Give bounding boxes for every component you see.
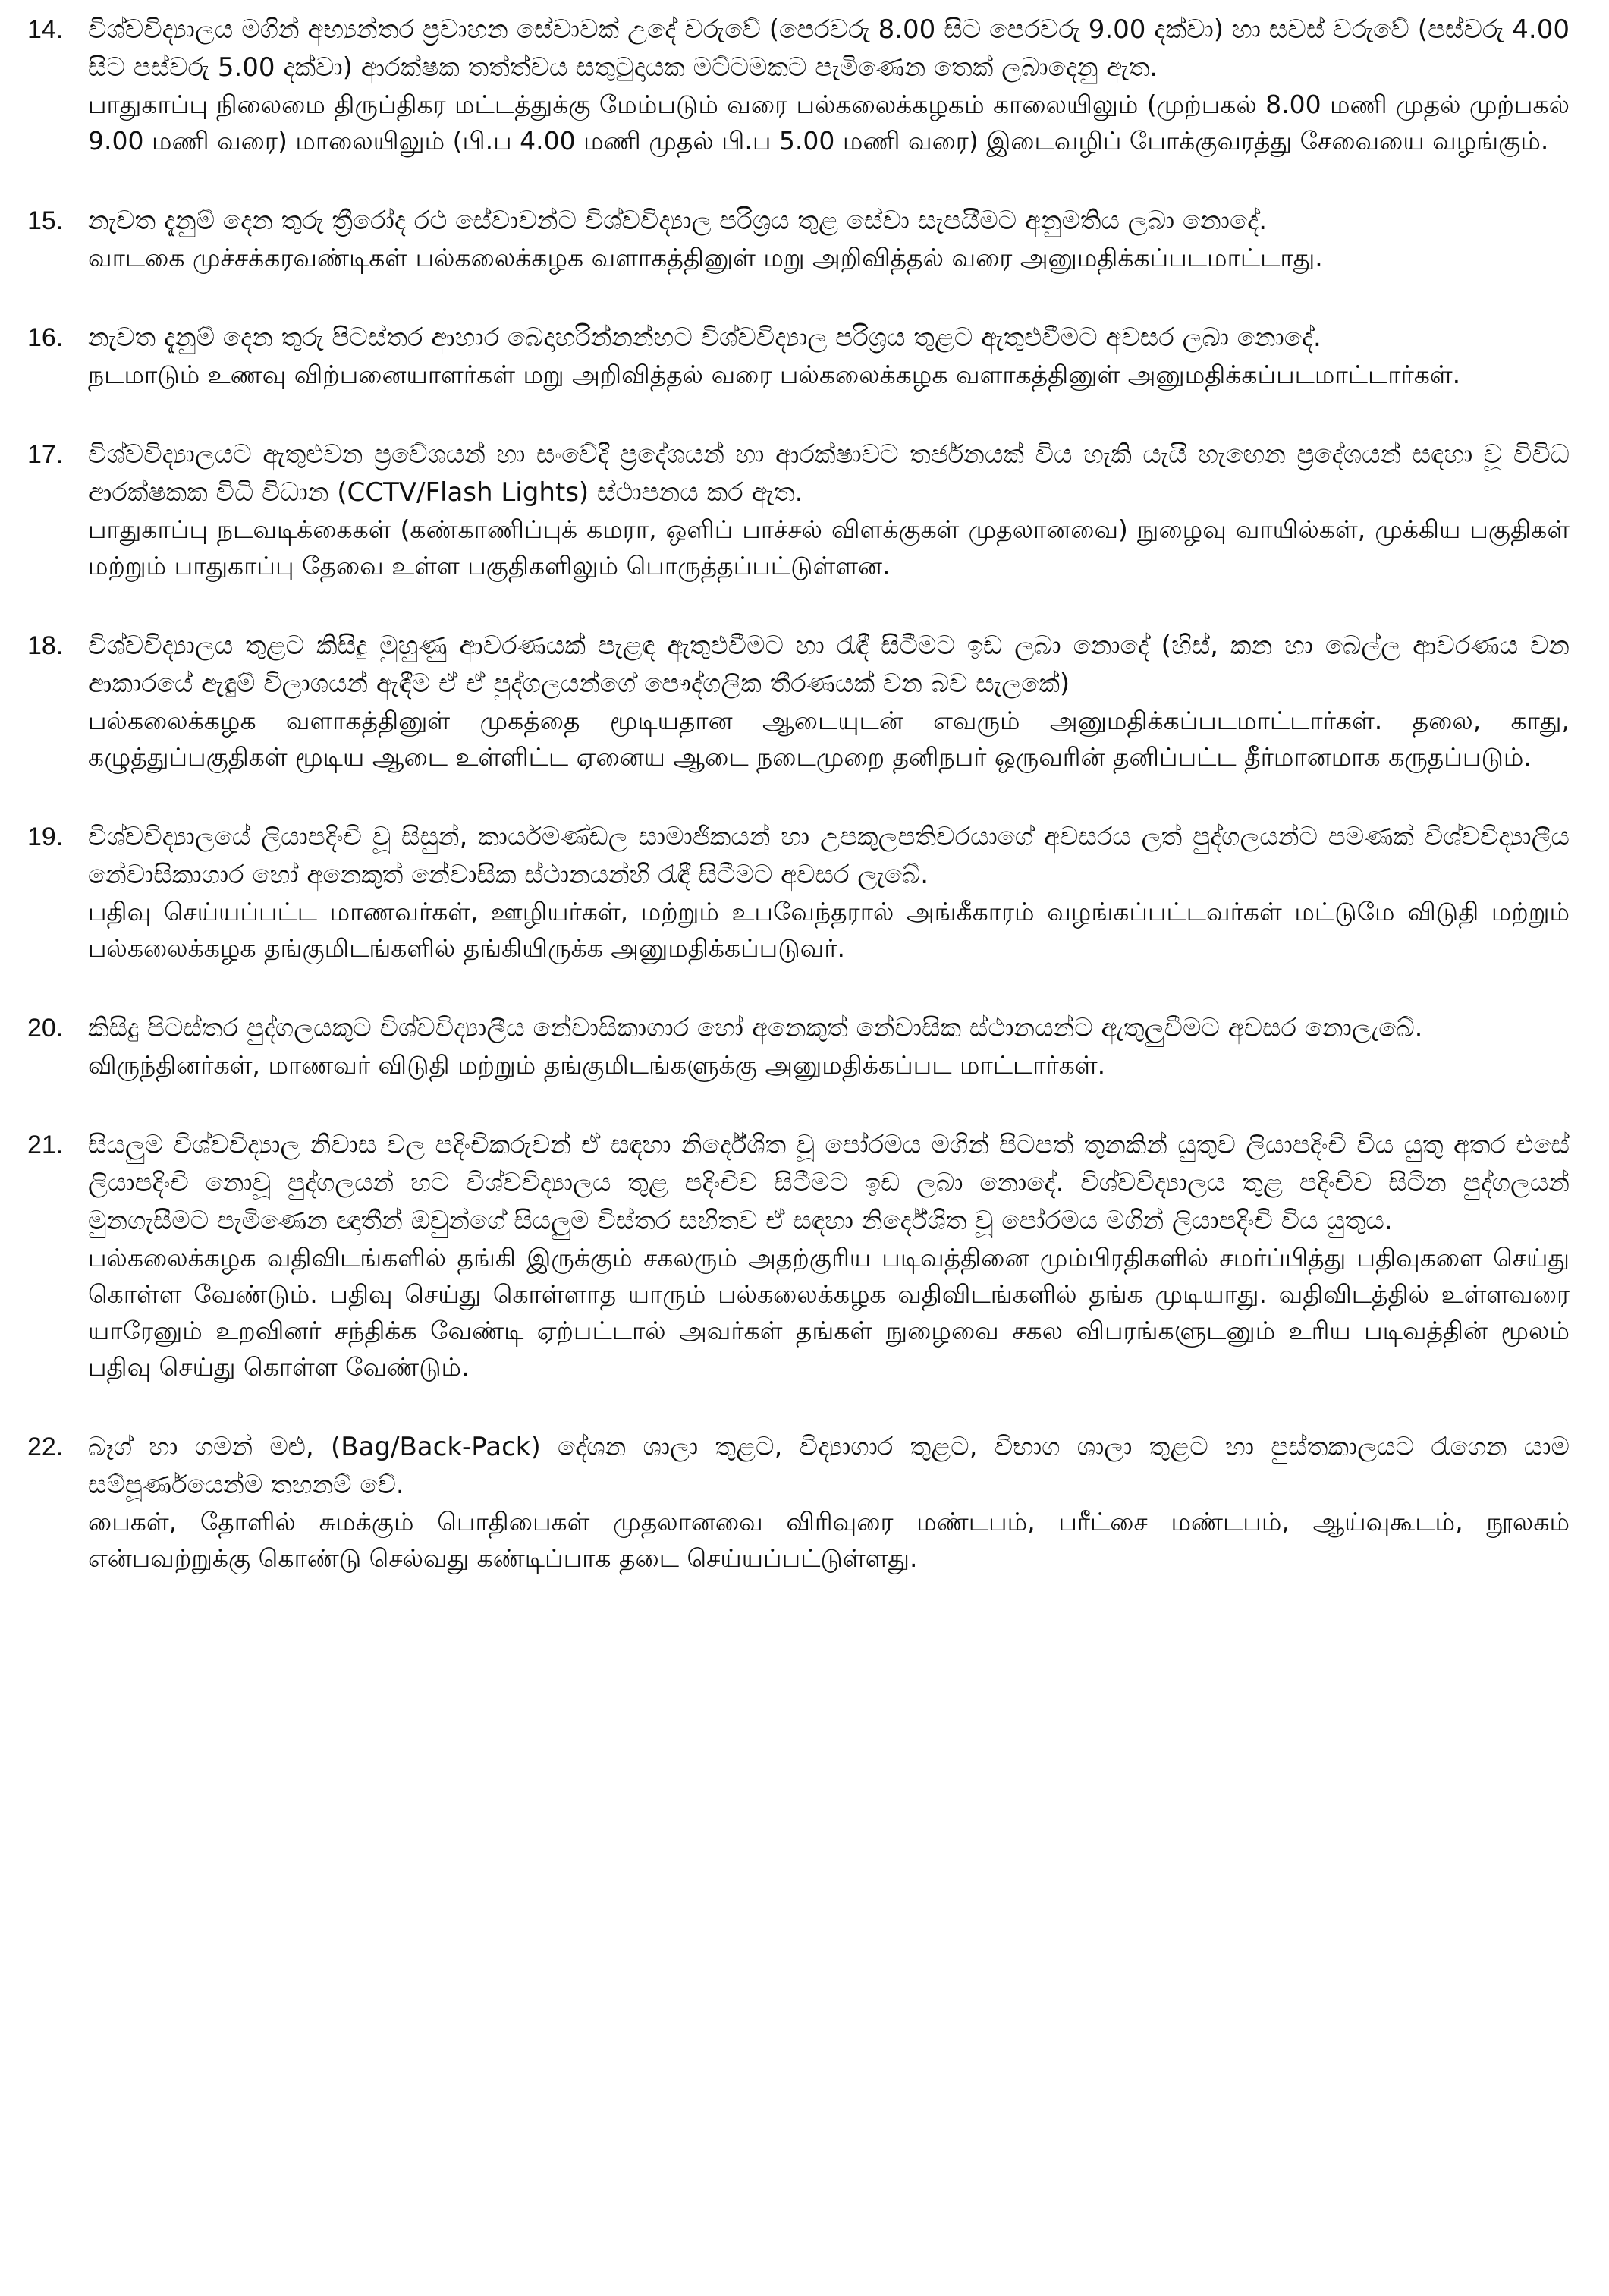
list-item bbox=[27, 1126, 1570, 1385]
tamil-text: நடமாடும் உணவு விற்பனையாளர்கள் மறு அறிவித்தல் வரை பல்கலைக்கழக வளாகத்தினுள் அனுமதிக்கப்படமாட்டார்கள். bbox=[88, 360, 1461, 389]
item-spacer bbox=[27, 1084, 1570, 1126]
list-item bbox=[27, 627, 1570, 775]
item-body bbox=[88, 11, 1570, 159]
sinhala-text: නැවත දැනුම් දෙන තුරු ත්‍රීරෝද රථ සේවාවන්ට විශ්වවිද්‍යාල පරිශ්‍රය තුළ සේවා සැපයීමට අනුමතිය ලබා නොදේ. bbox=[88, 206, 1268, 236]
list-item bbox=[27, 1009, 1570, 1084]
list-item bbox=[27, 436, 1570, 584]
item-body bbox=[88, 1428, 1570, 1577]
item-number: 21. bbox=[27, 1131, 64, 1159]
item-number: 17. bbox=[27, 440, 64, 469]
item-body bbox=[88, 436, 1570, 584]
item-spacer bbox=[27, 393, 1570, 436]
sinhala-text: සියලුම විශ්වවිද්‍යාල නිවාස වල පදිංචිකරුවන් ඒ සඳහා නිර්දේශිත වූ පෝරමය මගින් පිටපත් තුනකින් යුතුව ලියාපදිංචි විය යුතු අතර එසේ ලියාපදිංචි නොවූ පුද්ගලයන් හට විශ්වවිද්‍යාලය තුළ පදිංචිව සිටීමට ඉඩ ලබා නොදේ. විශ්වවිද්‍යාලය තුළ පදිංචිව සිටින පුද්ගලයන් මුනගැසීමට පැමිණෙන ඥාතීන් ඔවුන්ගේ සියලුම විස්තර සහිතව ඒ සඳහා නිර්දේශිත වූ පෝරමය මගින් ලියාපදිංචි විය යුතුය. bbox=[88, 1130, 1570, 1236]
tamil-text: பாதுகாப்பு நிலைமை திருப்திகர மட்டத்துக்கு மேம்படும் வரை பல்கலைக்கழகம் காலையிலும் (முற்பகல் 8.00 மணி முதல் முற்பகல் 9.00 மணி வரை) மாலையிலும் (பி.ப 4.00 மணி முதல் பி.ப 5.00 மணி வரை) இடைவழிப் போக்குவரத்து சேவையை வழங்கும். bbox=[88, 90, 1570, 156]
item-spacer bbox=[27, 967, 1570, 1009]
item-body bbox=[88, 202, 1570, 276]
item-spacer bbox=[27, 1385, 1570, 1428]
sinhala-text: නැවත දැනුම් දෙන තුරු පිටස්තර ආහාර බෙදාහරින්නන්හට විශ්වවිද්‍යාල පරිශ්‍රය තුළට ඇතුළුවීමට අවසර ලබා නොදේ. bbox=[88, 322, 1321, 353]
list-item bbox=[27, 11, 1570, 159]
list-item bbox=[27, 202, 1570, 276]
sinhala-text: විශ්වවිද්‍යාලයට ඇතුළුවන ප්‍රවේශයන් හා සංවේදී ප්‍රදේශයන් හා ආරක්ෂාවට තර්ජනයක් විය හැකි යැයි හැඟෙන ප්‍රදේශයන් සඳහා වූ විවිධ ආරක්ෂකක විධි විධාන (CCTV/Flash Lights) ස්ථාපනය කර ඇත. bbox=[88, 439, 1570, 508]
item-number: 16. bbox=[27, 323, 64, 352]
item-body bbox=[88, 1126, 1570, 1385]
list-item bbox=[27, 1428, 1570, 1577]
tamil-text: பாதுகாப்பு நடவடிக்கைகள் (கண்காணிப்புக் கமரா, ஒளிப் பாச்சல் விளக்குகள் முதலானவை) நுழைவு வாயில்கள், முக்கிய பகுதிகள் மற்றும் பாதுகாப்பு தேவை உள்ள பகுதிகளிலும் பொருத்தப்பட்டுள்ளன. bbox=[88, 514, 1570, 580]
list-item bbox=[27, 818, 1570, 967]
tamil-text: பைகள், தோளில் சுமக்கும் பொதிபைகள் முதலானவை விரிவுரை மண்டபம், பரீட்சை மண்டபம், ஆய்வுகூடம், நூலகம் என்பவற்றுக்கு கொண்டு செல்வது கண்டிப்பாக தடை செய்யப்பட்டுள்ளது. bbox=[88, 1507, 1570, 1573]
tamil-text: பதிவு செய்யப்பட்ட மாணவர்கள், ஊழியர்கள், மற்றும் உபவேந்தரால் அங்கீகாரம் வழங்கப்பட்டவர்கள் மட்டுமே விடுதி மற்றும் பல்கலைக்கழக தங்குமிடங்களில் தங்கியிருக்க அனுமதிக்கப்படுவர். bbox=[88, 897, 1570, 963]
item-spacer bbox=[27, 775, 1570, 818]
item-spacer bbox=[27, 159, 1570, 202]
item-number: 18. bbox=[27, 631, 64, 660]
sinhala-text: කිසිදු පිටස්තර පුද්ගලයකුට විශ්වවිද්‍යාලීය නේවාසිකාගාර හෝ අනෙකුත් නේවාසික ස්ථානයන්ට ඇතුලුවීමට අවසර නොලැබේ. bbox=[88, 1013, 1423, 1043]
tamil-text: பல்கலைக்கழக வதிவிடங்களில் தங்கி இருக்கும் சகலரும் அதற்குரிய படிவத்தினை மும்பிரதிகளில் சமர்ப்பித்து பதிவுகளை செய்து கொள்ள வேண்டும். பதிவு செய்து கொள்ளாத யாரும் பல்கலைக்கழக வதிவிடங்களில் தங்க முடியாது. வதிவிடத்தில் உள்ளவரை யாரேனும் உறவினர் சந்திக்க வேண்டி ஏற்பட்டால் அவர்கள் தங்கள் நுழைவை சகல விபரங்களுடனும் உரிய படிவத்தின் மூலம் பதிவு செய்து கொள்ள வேண்டும். bbox=[88, 1243, 1570, 1382]
item-body bbox=[88, 627, 1570, 775]
sinhala-text: විශ්වවිද්‍යාලය තුළට කිසිදු මුහුණු ආවරණයක් පැළඳ ඇතුළුවීමට හා රැඳී සිටීමට ඉඩ ලබා නොදේ (හිස්, කන හා බෙල්ල ආවරණය වන ආකාරයේ ඇඳුම් විලාශයන් ඇඳීම ඒ ඒ පුද්ගලයන්ගේ පෞද්ගලික තීරණයක් වන බව සැලකේ) bbox=[88, 631, 1570, 699]
item-number: 22. bbox=[27, 1433, 64, 1461]
tamil-text: விருந்தினர்கள், மாணவர் விடுதி மற்றும் தங்குமிடங்களுக்கு அனுமதிக்கப்பட மாட்டார்கள். bbox=[88, 1050, 1106, 1080]
item-spacer bbox=[27, 584, 1570, 627]
tamil-text: பல்கலைக்கழக வளாகத்தினுள் முகத்தை மூடியதான ஆடையுடன் எவரும் அனுமதிக்கப்படமாட்டார்கள். தலை, காது, கழுத்துப்பகுதிகள் மூடிய ஆடை உள்ளிட்ட ஏனைய ஆடை நடைமுறை தனிநபர் ஒருவரின் தனிப்பட்ட தீர்மானமாக கருதப்படும். bbox=[88, 706, 1570, 772]
item-body bbox=[88, 1009, 1570, 1084]
sinhala-text: විශ්වවිද්‍යාලයේ ලියාපදිංචි වූ සිසුන්, කාර්යමණ්ඩල සාමාජිකයන් හා උපකුලපතිවරයාගේ අවසරය ලත් පුද්ගලයන්ට පමණක් විශ්වවිද්‍යාලීය නේවාසිකාගාර හෝ අනෙකුත් නේවාසික ස්ථානයන්හි රැඳී සිටීමට අවසර ලැබේ. bbox=[88, 822, 1570, 890]
item-number: 15. bbox=[27, 206, 64, 235]
item-number: 19. bbox=[27, 822, 64, 851]
item-number: 20. bbox=[27, 1014, 64, 1043]
item-spacer bbox=[27, 276, 1570, 319]
item-number: 14. bbox=[27, 15, 64, 44]
list-item bbox=[27, 319, 1570, 393]
sinhala-text: විශ්වවිද්‍යාලය මගින් අභ්‍යන්තර ප්‍රවාහන සේවාවක් උදේ වරුවේ (පෙරවරු 8.00 සිට පෙරවරු 9.00 දක්වා) හා සවස් වරුවේ (පස්වරු 4.00 සිට පස්වරු 5.00 දක්වා) ආරක්ෂක තත්ත්වය සතුටුදායක මට්ටමකට පැමිණෙන තෙක් ලබාදෙනු ඇත. bbox=[88, 14, 1570, 83]
item-body bbox=[88, 818, 1570, 967]
item-body bbox=[88, 319, 1570, 393]
sinhala-text: බෑග් හා ගමන් මළු, (Bag/Back-Pack) දේශන ශාලා තුළට, විද්‍යාගාර තුළට, විභාග ශාලා තුළට හා පුස්තකාලයට රැගෙන යාම සම්පූර්ණයෙන්ම තහනම් වේ. bbox=[88, 1432, 1570, 1500]
tamil-text: வாடகை முச்சக்கரவண்டிகள் பல்கலைக்கழக வளாகத்தினுள் மறு அறிவித்தல் வரை அனுமதிக்கப்படமாட்டாது. bbox=[88, 243, 1323, 272]
